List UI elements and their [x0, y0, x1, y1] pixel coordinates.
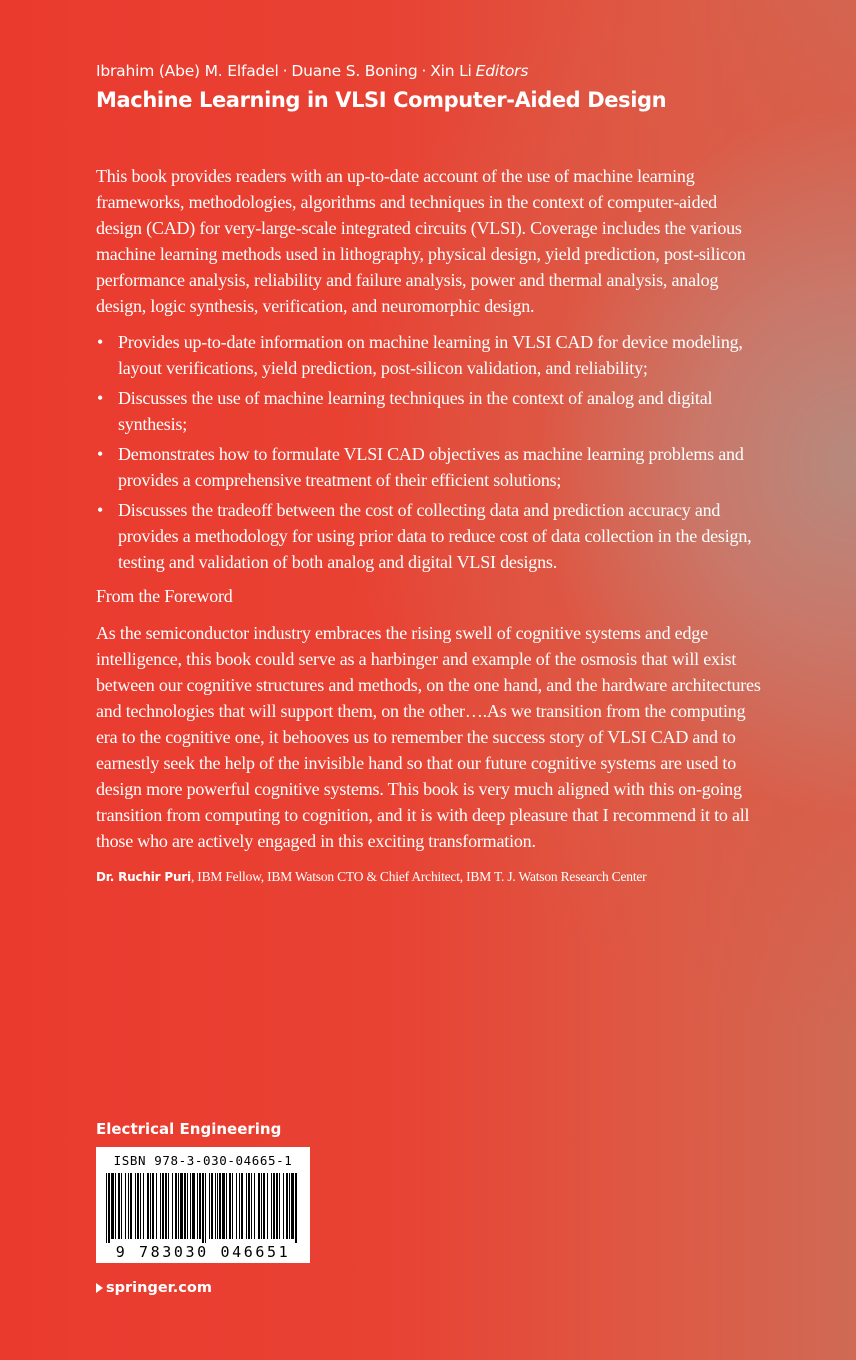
barcode-bar	[175, 1173, 177, 1239]
barcode-icon	[104, 1173, 302, 1243]
barcode-bar	[199, 1173, 201, 1239]
barcode-bar	[289, 1173, 290, 1239]
barcode-bar	[184, 1173, 186, 1239]
barcode-bar	[283, 1173, 284, 1239]
foreword-quote: As the semiconductor industry embraces the rising swell of cognitive systems and edge intelligence, this book could serve as a harbinger and example of the osmosis that will exist between our cognitive structures and methods, on the one hand, and the hardware architectures and technologies that will support them, on the other….As we transition from the computing era to the cognitive one, it behooves us to remember the success story of VLSI CAD and to earnestly seek the help of the invisible hand so that our future cognitive systems are used to design more powerful cognitive systems. This book is very much aligned with this on-going transition from computing to cognition, and it is with deep pleasure that I recommend it to all those who are actively engaged in this exciting transformation.	[96, 623, 761, 851]
book-title: Machine Learning in VLSI Computer-Aided Design	[96, 88, 667, 112]
barcode-bar	[232, 1173, 233, 1239]
barcode-bar	[125, 1173, 126, 1239]
barcode-bar	[239, 1173, 240, 1239]
barcode-bar	[156, 1173, 157, 1239]
barcode-bar	[121, 1173, 122, 1239]
barcode-bar	[160, 1173, 161, 1239]
feature-list	[96, 329, 764, 575]
barcode-bar	[128, 1173, 129, 1239]
editor-name: Ibrahim (Abe) M. Elfadel	[96, 62, 279, 80]
barcode-bar	[165, 1173, 167, 1239]
isbn-number: ISBN 978-3-030-04665-1	[113, 1153, 293, 1168]
barcode-bar	[130, 1173, 132, 1239]
barcode-bar	[258, 1173, 260, 1239]
barcode-bar	[111, 1173, 114, 1239]
subject-category: Electrical Engineering	[96, 1120, 282, 1138]
barcode-bar	[137, 1173, 139, 1239]
barcode-bar	[226, 1173, 227, 1239]
barcode-bar	[140, 1173, 141, 1239]
barcode-bar	[291, 1173, 294, 1239]
barcode-bar	[254, 1173, 255, 1239]
barcode-bar	[197, 1173, 198, 1239]
barcode-bar	[248, 1173, 250, 1239]
bullet-icon: •	[97, 444, 104, 464]
barcode-bar	[209, 1173, 210, 1239]
barcode-bar	[241, 1173, 243, 1239]
barcode-bar	[135, 1173, 136, 1239]
barcode-bar	[192, 1173, 195, 1239]
barcode-bar	[106, 1173, 107, 1243]
barcode-digits: 9 783030 046651	[115, 1243, 291, 1261]
barcode-bar	[205, 1173, 206, 1243]
barcode-bar	[168, 1173, 169, 1239]
cover-body	[96, 163, 764, 886]
barcode-bar	[286, 1173, 288, 1239]
foreword-heading: From the Foreword	[96, 586, 233, 606]
barcode-bar	[267, 1173, 268, 1239]
editor-name: Duane S. Boning	[291, 62, 418, 80]
barcode-bar	[178, 1173, 179, 1239]
editors-line	[96, 62, 816, 80]
feature-text: Discusses the use of machine learning techniques in the context of analog and digital synthesis;	[118, 388, 713, 434]
book-description: This book provides readers with an up-to-date account of the use of machine learning frameworks, methodologies, algorithms and techniques in the context of computer-aided design (CAD) for very-large-scale integrated circuits (VLSI). Coverage includes the various machine learning methods used in lithography, physical design, yield prediction, post-silicon performance analysis, reliability and failure analysis, power and thermal analysis, analog design, logic synthesis, verification, and neuromorphic design.	[96, 166, 746, 316]
barcode-bar	[215, 1173, 216, 1239]
bullet-icon: •	[97, 388, 104, 408]
barcode-bar	[236, 1173, 237, 1239]
feature-item	[96, 385, 764, 437]
barcode-bar	[295, 1173, 297, 1243]
barcode-bar	[108, 1173, 110, 1243]
editor-separator: ·	[421, 62, 427, 80]
editor-separator: ·	[282, 62, 288, 80]
barcode-bar	[229, 1173, 231, 1239]
barcode-bar	[211, 1173, 213, 1239]
barcode-bar	[147, 1173, 149, 1239]
barcode-bar	[118, 1173, 120, 1239]
back-cover-header	[96, 62, 816, 112]
barcode-bar	[180, 1173, 183, 1239]
editor-name: Xin Li	[430, 62, 472, 80]
triangle-right-icon	[96, 1283, 103, 1293]
editors-role: Editors	[475, 62, 529, 80]
foreword-attribution	[96, 868, 764, 886]
foreword-author-name: Dr. Ruchir Puri	[96, 870, 191, 884]
barcode-bar	[276, 1173, 278, 1239]
barcode-bar	[246, 1173, 247, 1239]
publisher-url: springer.com	[106, 1280, 212, 1296]
barcode-bar	[150, 1173, 151, 1239]
barcode-bar	[172, 1173, 173, 1239]
barcode-bar	[190, 1173, 191, 1239]
feature-item	[96, 441, 764, 493]
barcode-bar	[143, 1173, 144, 1239]
barcode-bar	[202, 1173, 204, 1243]
barcode-bar	[271, 1173, 272, 1239]
feature-item	[96, 329, 764, 381]
bullet-icon: •	[97, 332, 104, 352]
feature-text: Discusses the tradeoff between the cost of collecting data and prediction accuracy and provides a methodology for using prior data to reduce cost of data collection in the design, testing and validation of both analog and digital VLSI designs.	[118, 500, 752, 572]
barcode-bar	[279, 1173, 280, 1239]
bullet-icon: •	[97, 500, 104, 520]
barcode-bar	[251, 1173, 252, 1239]
publisher-link[interactable]	[96, 1280, 212, 1296]
barcode-bar	[219, 1173, 221, 1239]
barcode-bar	[263, 1173, 265, 1239]
foreword-author-affiliation: , IBM Fellow, IBM Watson CTO & Chief Architect, IBM T. J. Watson Research Center	[190, 869, 647, 884]
barcode-bar	[261, 1173, 262, 1239]
feature-item	[96, 497, 764, 575]
barcode-bar	[162, 1173, 164, 1239]
barcode-bar	[222, 1173, 225, 1239]
barcode-bar	[115, 1173, 116, 1239]
feature-text: Provides up-to-date information on machine learning in VLSI CAD for device modeling, layout verifications, yield prediction, post-silicon validation, and reliability;	[118, 332, 743, 378]
barcode-bar	[152, 1173, 154, 1239]
barcode-bar	[273, 1173, 275, 1239]
barcode-bar	[217, 1173, 218, 1239]
isbn-barcode	[96, 1147, 310, 1263]
feature-text: Demonstrates how to formulate VLSI CAD objectives as machine learning problems and provides a comprehensive treatment of their efficient solutions;	[118, 444, 744, 490]
barcode-bar	[187, 1173, 188, 1239]
